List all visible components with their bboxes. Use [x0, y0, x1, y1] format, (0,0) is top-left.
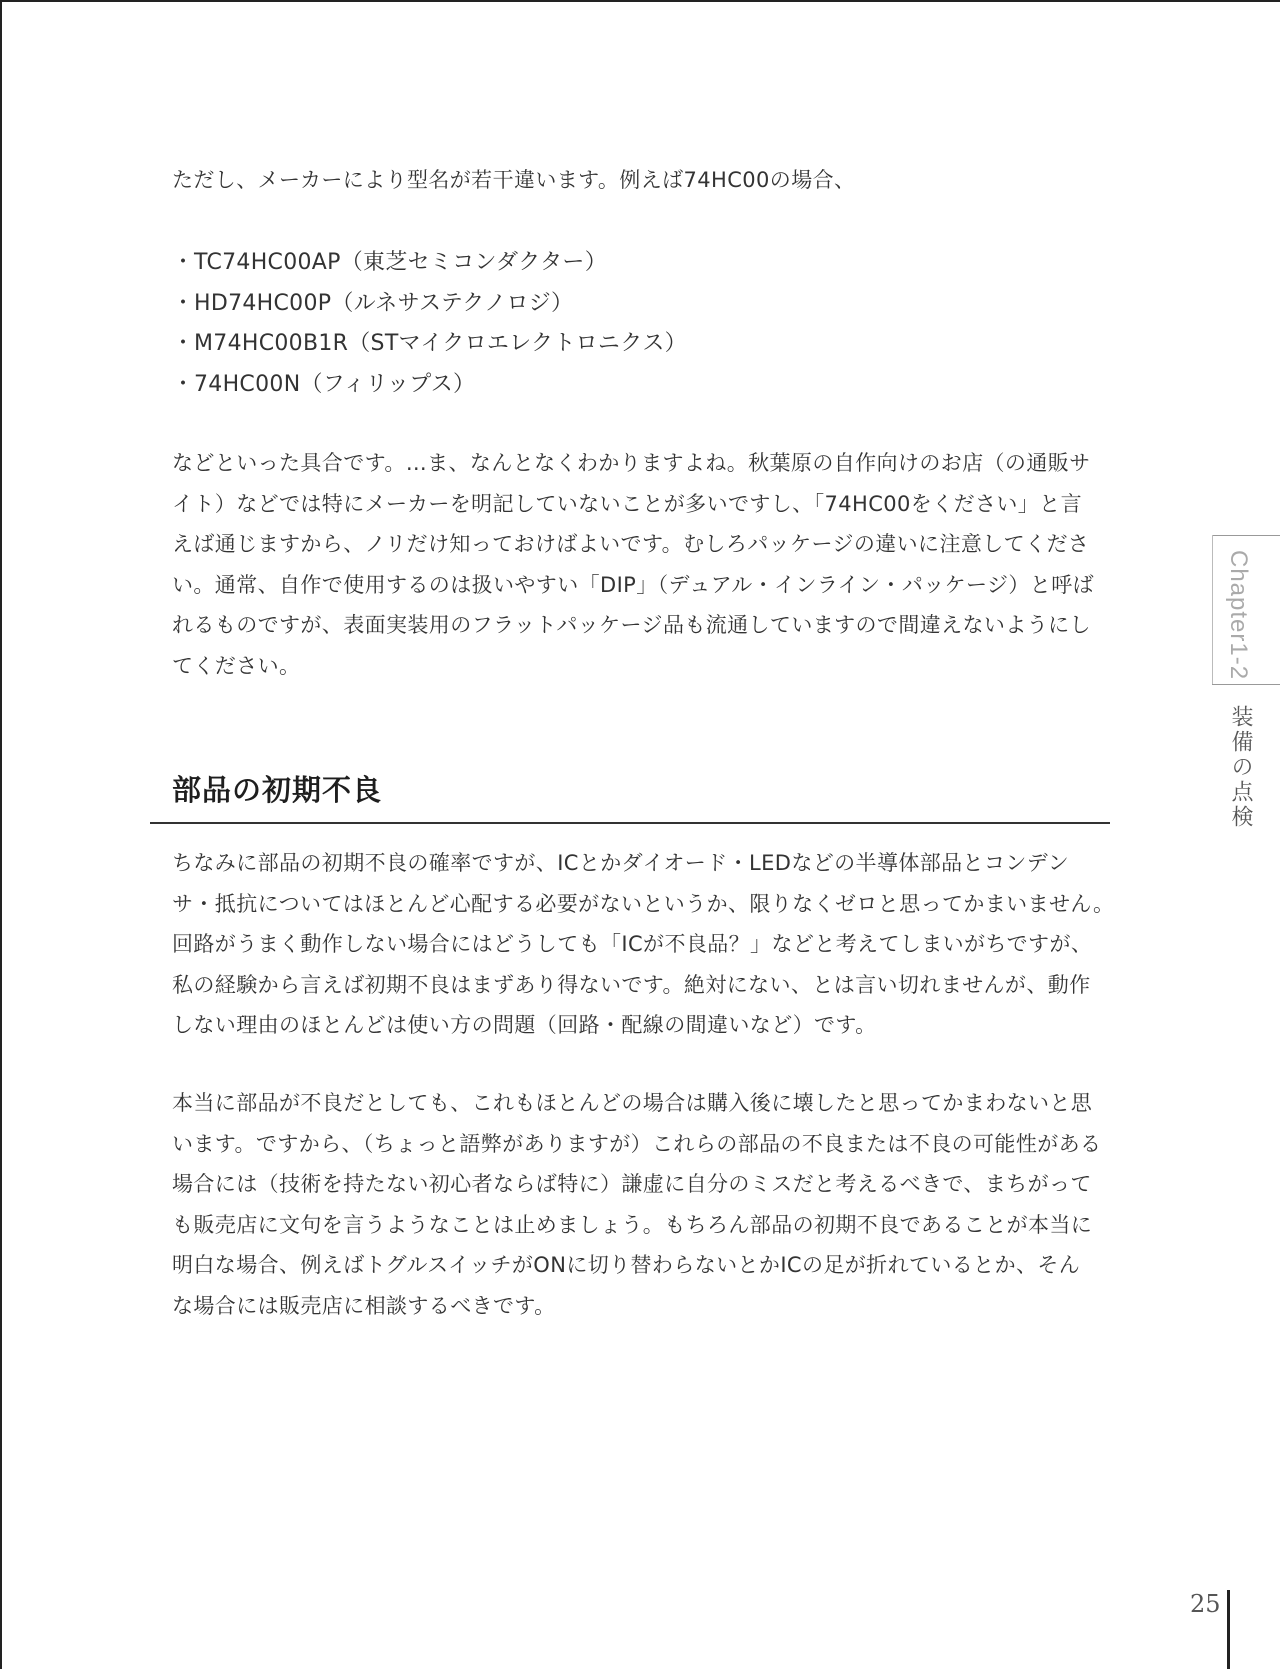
- list-item: ・74HC00N（フィリップス）: [172, 371, 476, 397]
- side-section-label: 装備の点検: [1228, 705, 1253, 830]
- model-list: [172, 243, 687, 405]
- text-line: サ・抵抗についてはほとんど心配する必要がないというか、限りなくゼロと思ってかまいません。: [172, 891, 1115, 916]
- text-line: ちなみに部品の初期不良の確率ですが、ICとかダイオード・LEDなどの半導体部品とコンデン: [172, 851, 1070, 875]
- paragraph-defect-advice: [172, 1083, 1112, 1326]
- list-item: ・TC74HC00AP（東芝セミコンダクター）: [172, 250, 608, 275]
- chapter-label: Chapter1-2: [1225, 550, 1252, 681]
- text-line: えば通じますから、ノリだけ知っておけばよいです。むしろパッケージの違いに注意してくださ: [172, 532, 1090, 556]
- text-line: 回路がうまく動作しない場合にはどうしても「ICが不良品？」などと考えてしまいがちですが、: [172, 932, 1093, 956]
- text-line: などといった具合です。…ま、なんとなくわかりますよね。秋葉原の自作向けのお店（の通販サ: [172, 451, 1091, 475]
- text-line: も販売店に文句を言うようなことは止めましょう。もちろん部品の初期不良であることが本当に: [172, 1212, 1093, 1237]
- side-tab-left-rule: [1212, 535, 1213, 685]
- page-number-rule: [1227, 1590, 1230, 1669]
- page-edge-left: [0, 0, 2, 1669]
- section-divider: [150, 822, 1110, 824]
- text-line: 場合には（技術を持たない初心者ならば特に）謙虚に自分のミスだと考えるべきで、まちがって: [172, 1172, 1092, 1196]
- list-item: ・M74HC00B1R（STマイクロエレクトロニクス）: [172, 331, 687, 356]
- paragraph-defect-rate: [172, 843, 1115, 1046]
- text-line: しない理由のほとんどは使い方の問題（回路・配線の間違いなど）です。: [172, 1013, 877, 1037]
- side-tab-top-rule: [1212, 535, 1280, 536]
- text-line: な場合には販売店に相談するべきです。: [172, 1293, 556, 1318]
- text-line: れるものですが、表面実装用のフラットパッケージ品も流通していますので間違えないようにし: [172, 613, 1091, 637]
- text-line: 私の経験から言えば初期不良はまずあり得ないです。絶対にない、とは言い切れませんが、動作: [172, 972, 1091, 997]
- page-number: 25: [1190, 1590, 1221, 1618]
- text-line: います。ですから、（ちょっと語弊がありますが）これらの部品の不良または不良の可能性がある: [172, 1131, 1102, 1156]
- paragraph-package: [172, 443, 1112, 686]
- intro-text: ただし、メーカーにより型名が若干違います。例えば74HC00の場合、: [172, 168, 856, 192]
- text-line: い。通常、自作で使用するのは扱いやすい「DIP」（デュアル・インライン・パッケージ）と呼ば: [172, 572, 1095, 597]
- section-title: 部品の初期不良: [172, 773, 383, 807]
- text-line: 明白な場合、例えばトグルスイッチがONに切り替わらないとかICの足が折れているとか、そん: [172, 1253, 1081, 1277]
- side-tab-bottom-rule: [1212, 684, 1280, 685]
- page-edge-top: [0, 0, 1280, 2]
- text-line: イト）などでは特にメーカーを明記していないことが多いですし、「74HC00をください」と言: [172, 491, 1082, 516]
- text-line: てください。: [172, 653, 301, 678]
- list-item: ・HD74HC00P（ルネサステクノロジ）: [172, 290, 574, 316]
- text-line: 本当に部品が不良だとしても、これもほとんどの場合は購入後に壊したと思ってかまわないと思: [172, 1091, 1093, 1115]
